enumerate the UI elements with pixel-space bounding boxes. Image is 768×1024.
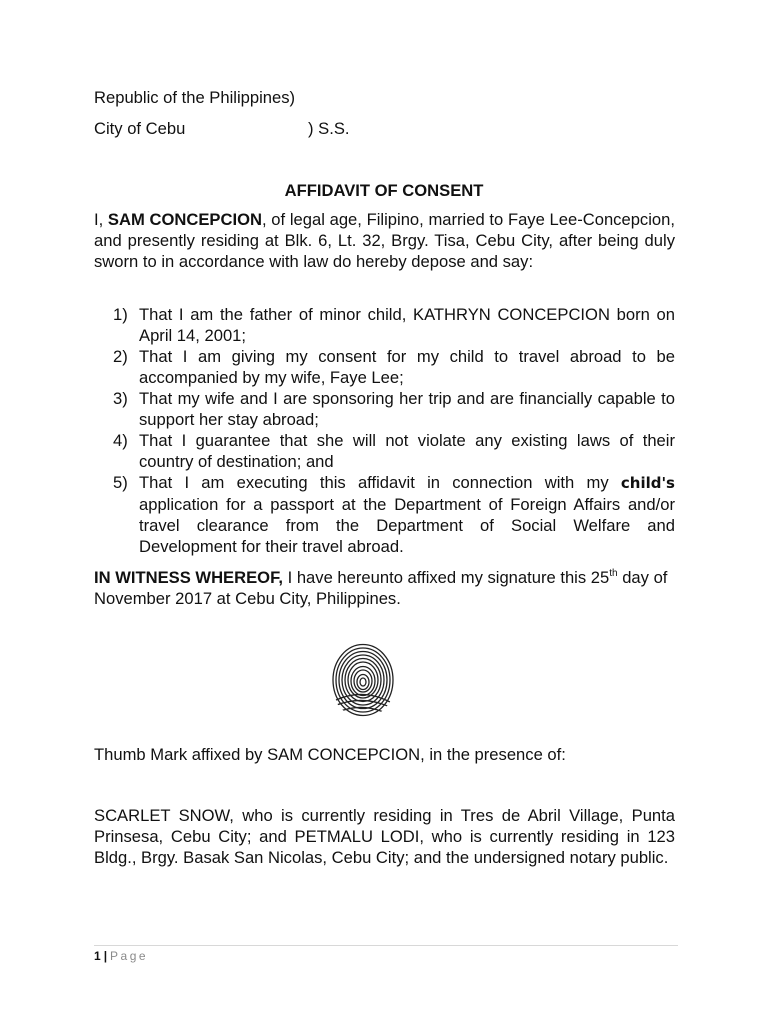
witness-paragraph: IN WITNESS WHEREOF, I have hereunto affixed my signature this 25th day of November 2017 at Cebu City, Philippines. bbox=[94, 568, 668, 608]
footer-separator: | bbox=[103, 949, 108, 963]
statement-list bbox=[113, 304, 675, 557]
list-item: 3) That my wife and I are sponsoring her trip and are financially capable to support her stay abroad; bbox=[113, 389, 675, 429]
footer-divider bbox=[94, 945, 678, 946]
thumbmark-caption: Thumb Mark affixed by SAM CONCEPCION, in the presence of: bbox=[94, 745, 566, 764]
page-number: 1 bbox=[94, 949, 101, 963]
list-item: 2) That I am giving my consent for my child to travel abroad to be accompanied by my wife, Faye Lee; bbox=[113, 347, 675, 387]
witness-lead: IN WITNESS WHEREOF, bbox=[94, 568, 283, 587]
list-item: 5) That I am executing this affidavit in connection with my child's application for a passport at the Department of Foreign Affairs and/or travel clearance from the Department of Social Welfare and Development for their travel abroad. bbox=[113, 473, 675, 556]
witnesses-paragraph: SCARLET SNOW, who is currently residing in Tres de Abril Village, Punta Prinsesa, Cebu City; and PETMALU LODI, who is currently residing in 123 Bldg., Brgy. Basak San Nicolas, Cebu City; and the undersigned notary public. bbox=[94, 806, 675, 867]
caption-ss: ) S.S. bbox=[308, 119, 350, 138]
page-label: Page bbox=[110, 949, 149, 963]
page-footer bbox=[94, 948, 148, 964]
caption-city-name: City of Cebu bbox=[94, 119, 186, 138]
fingerprint-icon bbox=[328, 640, 398, 720]
affiant-name: SAM CONCEPCION bbox=[107, 210, 262, 229]
list-item: 4) That I guarantee that she will not violate any existing laws of their country of destination; and bbox=[113, 431, 675, 471]
list-item: 1) That I am the father of minor child, KATHRYN CONCEPCION born on April 14, 2001; bbox=[113, 305, 675, 345]
caption-city bbox=[94, 118, 494, 139]
intro-paragraph: I, SAM CONCEPCION, of legal age, Filipino, married to Faye Lee-Concepcion, and presently residing at Blk. 6, Lt. 32, Brgy. Tisa, Cebu City, after being duly sworn to in accordance with law do hereby depose and say: bbox=[94, 210, 675, 271]
caption-republic: Republic of the Philippines) bbox=[94, 88, 296, 107]
document-title: AFFIDAVIT OF CONSENT bbox=[284, 181, 484, 200]
